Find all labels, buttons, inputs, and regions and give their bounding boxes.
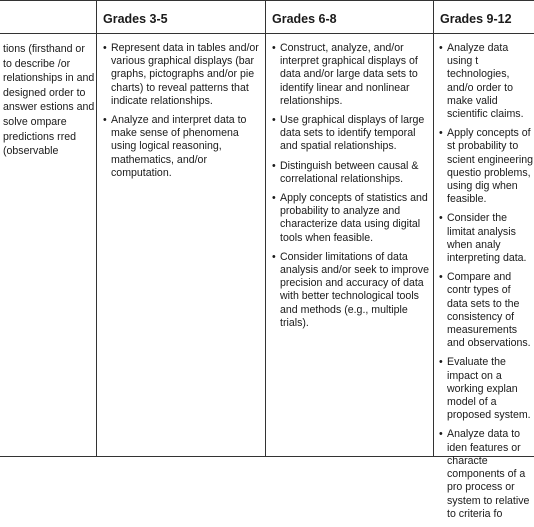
column-grades-6-8 — [266, 0, 433, 457]
column-grades-3-5 — [97, 0, 265, 457]
list-item: • Construct, analyze, and/or interpret graphical displays of data and/or large data sets to identify linear and nonlinear relationships. — [272, 42, 429, 108]
column-items — [3, 42, 96, 165]
column-heading: Grades 6-8 — [272, 12, 337, 26]
column-items — [439, 42, 534, 527]
list-item: • Analyze data to iden features or characte components of a pro process or system to relative to criteria fo — [439, 428, 534, 520]
list-item: • Use graphical displays of large data sets to identify temporal and spatial relationships. — [272, 114, 429, 154]
column-grades-9-12 — [434, 0, 534, 520]
column-items — [103, 42, 260, 186]
list-item: • Evaluate the impact on a working explan model of a proposed system. — [439, 356, 534, 422]
list-item: • Consider the limitat analysis when analy interpreting data. — [439, 212, 534, 265]
column-heading: Grades 3-5 — [103, 12, 168, 26]
list-item: • Analyze data using t technologies, and/o order to make valid scientific claims. — [439, 42, 534, 121]
list-item: • Compare and contr types of data sets to the consistency of measurements and observations. — [439, 271, 534, 350]
column-k2-clipped — [0, 0, 96, 457]
list-item: • Apply concepts of st probability to scient engineering questio problems, using dig when feasible. — [439, 127, 534, 206]
list-item: tions (firsthand or to describe /or relationships in and designed order to answer estions and solve ompare predictions rred (observable — [3, 43, 95, 158]
list-item: • Apply concepts of statistics and probability to analyze and characterize data using digital tools when feasible. — [272, 192, 429, 245]
list-item: • Distinguish between causal & correlational relationships. — [272, 160, 429, 186]
list-item: • Consider limitations of data analysis and/or seek to improve precision and accuracy of data with better technological tools and methods (e.g., multiple trials). — [272, 251, 429, 330]
column-heading: Grades 9-12 — [440, 12, 512, 26]
list-item: • Represent data in tables and/or various graphical displays (bar graphs, pictographs and/or pie charts) to reveal patterns that indicate relationships. — [103, 42, 260, 108]
list-item: • Analyze and interpret data to make sense of phenomena using logical reasoning, mathematics, and/or computation. — [103, 114, 260, 180]
column-items — [272, 42, 429, 336]
